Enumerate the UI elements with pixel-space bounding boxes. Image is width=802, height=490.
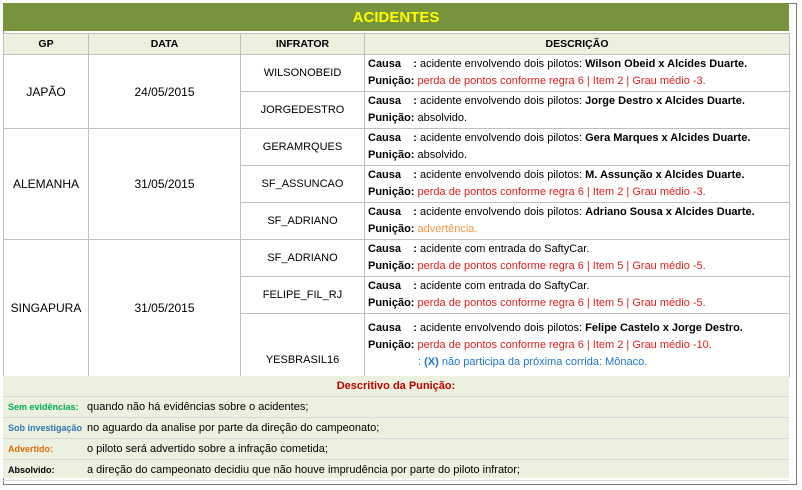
- punishment-line: [368, 147, 786, 164]
- gp-cell: SINGAPURA: [4, 240, 89, 377]
- punishment-text: absolvido.: [417, 149, 468, 161]
- punishment-line: [368, 295, 786, 312]
- punishment-label: Punição:: [368, 297, 415, 309]
- cause-colon: :: [413, 58, 417, 70]
- column-header-description: DESCRIÇÃO: [365, 34, 790, 55]
- punishment-label: Punição:: [368, 223, 415, 235]
- extra-flag: (X): [424, 355, 439, 368]
- cause-label: Causa: [368, 206, 402, 218]
- legend-title: Descritivo da Punição:: [3, 376, 789, 397]
- legend-key: Sob investigação: [8, 423, 83, 433]
- punishment-text: perda de pontos conforme regra 6 | Item 5 | Grau médio -5.: [417, 297, 706, 309]
- gp-cell: ALEMANHA: [4, 129, 89, 240]
- extra-line: [368, 354, 786, 371]
- cause-label: Causa: [368, 132, 402, 144]
- punishment-line: [368, 73, 786, 90]
- punishment-text: advertência.: [417, 223, 478, 235]
- punishment-text: absolvido.: [417, 112, 468, 124]
- punishment-line: [368, 258, 786, 275]
- cause-line: [368, 204, 786, 221]
- cause-text: acidente envolvendo dois pilotos:: [420, 206, 586, 218]
- cause-text: acidente envolvendo dois pilotos:: [420, 321, 586, 334]
- cause-label: Causa: [368, 169, 402, 181]
- punishment-label: Punição:: [368, 149, 415, 161]
- table-body: [4, 55, 790, 377]
- description-cell: [365, 314, 790, 377]
- cause-drivers: Wilson Obeid x Alcides Duarte.: [585, 58, 748, 70]
- legend-row: [3, 460, 789, 481]
- legend-rows: [3, 397, 789, 481]
- punishment-line: [368, 221, 786, 238]
- driver-cell: SF_ADRIANO: [241, 203, 365, 240]
- cause-label: Causa: [368, 95, 402, 107]
- cause-drivers: Adriano Sousa x Alcides Duarte.: [585, 206, 755, 218]
- cause-text: acidente envolvendo dois pilotos:: [420, 169, 586, 181]
- cause-line: [368, 241, 786, 258]
- cause-colon: :: [413, 321, 417, 334]
- driver-cell: YESBRASIL16: [241, 314, 365, 377]
- punishment-text: perda de pontos conforme regra 6 | Item 2 | Grau médio -3.: [417, 75, 706, 87]
- legend-text: a direção do campeonato decidiu que não houve imprudência por parte do piloto infrator;: [87, 464, 520, 476]
- cause-drivers: Felipe Castelo x Jorge Destro.: [585, 321, 743, 334]
- cause-colon: :: [413, 206, 417, 218]
- legend-text: quando não há evidências sobre o acidentes;: [87, 401, 309, 413]
- table-row: [4, 240, 790, 277]
- description-cell: [365, 129, 790, 166]
- cause-text: acidente envolvendo dois pilotos:: [420, 132, 586, 144]
- table-row: [4, 129, 790, 166]
- punishment-text: perda de pontos conforme regra 6 | Item 5 | Grau médio -5.: [417, 260, 706, 272]
- cause-label: Causa: [368, 321, 402, 334]
- accidents-table: [3, 33, 790, 377]
- punishment-label: Punição:: [368, 338, 415, 351]
- cause-label: Causa: [368, 243, 402, 255]
- legend-key: Sem evidências:: [8, 402, 79, 412]
- description-cell: [365, 55, 790, 92]
- cause-text: acidente envolvendo dois pilotos:: [420, 58, 586, 70]
- description-cell: [365, 277, 790, 314]
- legend-text: o piloto será advertido sobre a infração cometida;: [87, 443, 328, 455]
- driver-cell: SF_ADRIANO: [241, 240, 365, 277]
- punishment-label: Punição:: [368, 75, 415, 87]
- column-header-gp: GP: [4, 34, 89, 55]
- driver-cell: WILSONOBEID: [241, 55, 365, 92]
- legend-text: no aguardo da analise por parte da direção do campeonato;: [87, 422, 380, 434]
- punishment-text: perda de pontos conforme regra 6 | Item 2 | Grau médio -10.: [417, 338, 712, 351]
- legend-row: [3, 397, 789, 418]
- cause-line: [368, 320, 786, 337]
- cause-colon: :: [413, 132, 417, 144]
- legend-row: [3, 418, 789, 439]
- column-header-driver: INFRATOR: [241, 34, 365, 55]
- cause-text: acidente envolvendo dois pilotos:: [420, 95, 586, 107]
- driver-cell: JORGEDESTRO: [241, 92, 365, 129]
- punishment-label: Punição:: [368, 260, 415, 272]
- cause-colon: :: [413, 280, 417, 292]
- date-cell: 31/05/2015: [89, 240, 241, 377]
- cause-colon: :: [413, 243, 417, 255]
- driver-cell: GERAMRQUES: [241, 129, 365, 166]
- table-row: [4, 55, 790, 92]
- legend-key: Absolvido:: [8, 465, 55, 475]
- gp-cell: JAPÃO: [4, 55, 89, 129]
- description-cell: [365, 92, 790, 129]
- punishment-text: perda de pontos conforme regra 6 | Item 2 | Grau médio -3.: [417, 186, 706, 198]
- punishment-legend: [3, 376, 789, 478]
- cause-line: [368, 167, 786, 184]
- cause-text: acidente com entrada do SaftyCar.: [420, 280, 590, 292]
- cause-label: Causa: [368, 280, 402, 292]
- cause-line: [368, 130, 786, 147]
- column-header-date: DATA: [89, 34, 241, 55]
- extra-prefix: :: [418, 355, 425, 368]
- page-title: ACIDENTES: [3, 3, 789, 31]
- extra-text: não participa da próxima corrida: Mônaco.: [438, 355, 648, 368]
- punishment-line: [368, 184, 786, 201]
- cause-colon: :: [413, 169, 417, 181]
- driver-cell: SF_ASSUNCAO: [241, 166, 365, 203]
- cause-drivers: M. Assunção x Alcides Duarte.: [585, 169, 745, 181]
- punishment-line: [368, 110, 786, 127]
- legend-key: Advertido:: [8, 444, 53, 454]
- cause-line: [368, 93, 786, 110]
- cause-line: [368, 278, 786, 295]
- cause-line: [368, 56, 786, 73]
- legend-row: [3, 439, 789, 460]
- punishment-label: Punição:: [368, 112, 415, 124]
- punishment-label: Punição:: [368, 186, 415, 198]
- cause-text: acidente com entrada do SaftyCar.: [420, 243, 590, 255]
- punishment-line: [368, 337, 786, 354]
- date-cell: 31/05/2015: [89, 129, 241, 240]
- table-header-row: [4, 34, 790, 55]
- cause-label: Causa: [368, 58, 402, 70]
- date-cell: 24/05/2015: [89, 55, 241, 129]
- driver-cell: FELIPE_FIL_RJ: [241, 277, 365, 314]
- cause-drivers: Jorge Destro x Alcides Duarte.: [585, 95, 745, 107]
- cause-drivers: Gera Marques x Alcides Duarte.: [585, 132, 751, 144]
- cause-colon: :: [413, 95, 417, 107]
- description-cell: [365, 240, 790, 277]
- description-cell: [365, 166, 790, 203]
- description-cell: [365, 203, 790, 240]
